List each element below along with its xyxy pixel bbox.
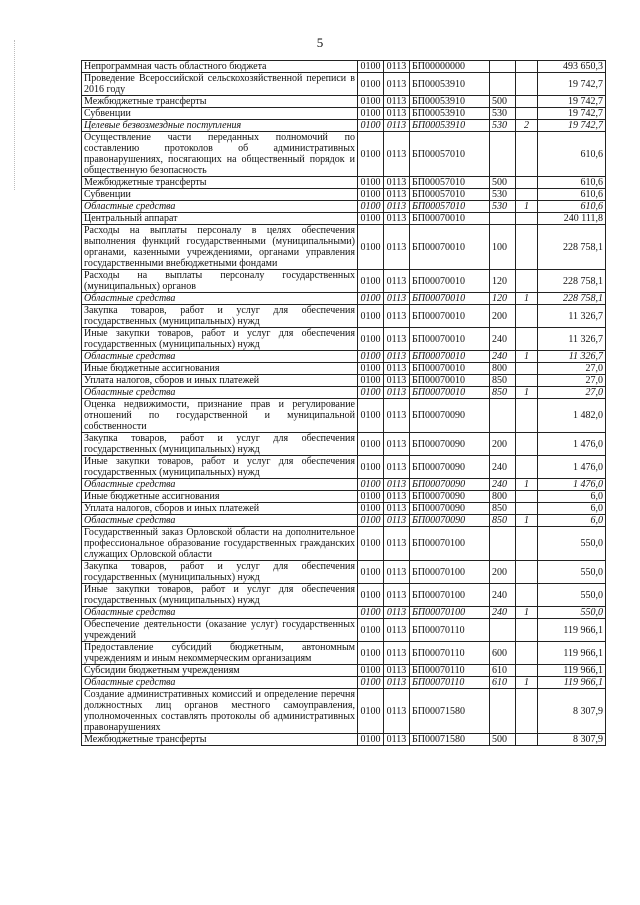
row-section-code: 0100: [358, 433, 384, 456]
row-funding-source: [516, 132, 538, 177]
row-funding-source: 1: [516, 677, 538, 689]
row-funding-source: 1: [516, 607, 538, 619]
row-expense-type-code: 500: [490, 177, 516, 189]
row-target-article-code: БП00070090: [410, 479, 490, 491]
row-funding-source: [516, 108, 538, 120]
row-target-article-code: БП00053910: [410, 73, 490, 96]
row-expense-type-code: [490, 61, 516, 73]
row-subsection-code: 0113: [384, 515, 410, 527]
row-amount: 240 111,8: [538, 213, 606, 225]
row-amount: 119 966,1: [538, 665, 606, 677]
row-section-code: 0100: [358, 642, 384, 665]
row-section-code: 0100: [358, 225, 384, 270]
row-funding-source: [516, 61, 538, 73]
row-funding-source: [516, 305, 538, 328]
row-funding-source: [516, 225, 538, 270]
row-amount: 228 758,1: [538, 270, 606, 293]
table-row: [82, 120, 606, 132]
table-row: [82, 479, 606, 491]
row-section-code: 0100: [358, 503, 384, 515]
row-section-code: 0100: [358, 201, 384, 213]
row-name: Обеспечение деятельности (оказание услуг) государственных учреждений: [82, 619, 358, 642]
table-row: [82, 96, 606, 108]
row-expense-type-code: 200: [490, 561, 516, 584]
row-funding-source: [516, 456, 538, 479]
row-target-article-code: БП00070010: [410, 305, 490, 328]
row-target-article-code: БП00070110: [410, 677, 490, 689]
row-target-article-code: БП00070100: [410, 584, 490, 607]
row-amount: 493 650,3: [538, 61, 606, 73]
row-name: Межбюджетные трансферты: [82, 96, 358, 108]
row-funding-source: [516, 375, 538, 387]
row-amount: 228 758,1: [538, 225, 606, 270]
row-section-code: 0100: [358, 351, 384, 363]
row-amount: 6,0: [538, 503, 606, 515]
row-funding-source: 1: [516, 201, 538, 213]
row-subsection-code: 0113: [384, 177, 410, 189]
row-amount: 550,0: [538, 561, 606, 584]
row-expense-type-code: 500: [490, 96, 516, 108]
row-section-code: 0100: [358, 189, 384, 201]
row-section-code: 0100: [358, 305, 384, 328]
row-subsection-code: 0113: [384, 689, 410, 734]
row-expense-type-code: [490, 689, 516, 734]
table-row: [82, 689, 606, 734]
row-subsection-code: 0113: [384, 561, 410, 584]
row-expense-type-code: 530: [490, 201, 516, 213]
row-subsection-code: 0113: [384, 61, 410, 73]
row-subsection-code: 0113: [384, 305, 410, 328]
row-expense-type-code: 200: [490, 305, 516, 328]
table-row: [82, 561, 606, 584]
row-expense-type-code: 850: [490, 503, 516, 515]
row-expense-type-code: 800: [490, 363, 516, 375]
row-name: Иные закупки товаров, работ и услуг для обеспечения государственных (муниципальных) нужд: [82, 584, 358, 607]
row-expense-type-code: 600: [490, 642, 516, 665]
row-amount: 1 482,0: [538, 399, 606, 433]
row-funding-source: [516, 584, 538, 607]
row-subsection-code: 0113: [384, 132, 410, 177]
row-name: Осуществление части переданных полномочий по составлению протоколов об административных правонарушениях, посягающих на общественный порядок и общественную безопасность: [82, 132, 358, 177]
row-subsection-code: 0113: [384, 491, 410, 503]
row-name: Расходы на выплаты персоналу в целях обеспечения выполнения функций государственными (муниципальными) органами, казенными учреждениями, органами управления государственными внебюджетными фондами: [82, 225, 358, 270]
row-amount: 6,0: [538, 491, 606, 503]
row-section-code: 0100: [358, 61, 384, 73]
row-expense-type-code: 240: [490, 351, 516, 363]
row-amount: 19 742,7: [538, 108, 606, 120]
row-name: Уплата налогов, сборов и иных платежей: [82, 503, 358, 515]
row-funding-source: [516, 503, 538, 515]
row-target-article-code: БП00071580: [410, 734, 490, 746]
row-expense-type-code: [490, 73, 516, 96]
row-name: Закупка товаров, работ и услуг для обеспечения государственных (муниципальных) нужд: [82, 561, 358, 584]
row-funding-source: 1: [516, 351, 538, 363]
row-subsection-code: 0113: [384, 96, 410, 108]
row-subsection-code: 0113: [384, 189, 410, 201]
table-row: [82, 677, 606, 689]
row-target-article-code: БП00070110: [410, 642, 490, 665]
row-expense-type-code: 530: [490, 108, 516, 120]
row-section-code: 0100: [358, 213, 384, 225]
table-row: [82, 305, 606, 328]
row-name: Областные средства: [82, 479, 358, 491]
row-expense-type-code: 530: [490, 120, 516, 132]
row-subsection-code: 0113: [384, 503, 410, 515]
row-section-code: 0100: [358, 96, 384, 108]
row-name: Субвенции: [82, 108, 358, 120]
table-row: [82, 177, 606, 189]
row-amount: 228 758,1: [538, 293, 606, 305]
row-amount: 11 326,7: [538, 351, 606, 363]
row-amount: 11 326,7: [538, 305, 606, 328]
row-funding-source: [516, 619, 538, 642]
row-expense-type-code: 800: [490, 491, 516, 503]
row-section-code: 0100: [358, 73, 384, 96]
row-target-article-code: БП00070100: [410, 527, 490, 561]
table-row: [82, 328, 606, 351]
row-funding-source: [516, 399, 538, 433]
row-funding-source: [516, 73, 538, 96]
table-row: [82, 213, 606, 225]
row-section-code: 0100: [358, 665, 384, 677]
row-funding-source: [516, 642, 538, 665]
row-name: Иные закупки товаров, работ и услуг для обеспечения государственных (муниципальных) нужд: [82, 328, 358, 351]
row-expense-type-code: 850: [490, 375, 516, 387]
table-row: [82, 642, 606, 665]
row-name: Областные средства: [82, 351, 358, 363]
table-row: [82, 132, 606, 177]
row-funding-source: [516, 561, 538, 584]
row-amount: 119 966,1: [538, 619, 606, 642]
row-name: Иные бюджетные ассигнования: [82, 491, 358, 503]
row-funding-source: [516, 527, 538, 561]
table-row: [82, 433, 606, 456]
table-row: [82, 491, 606, 503]
row-expense-type-code: [490, 213, 516, 225]
budget-table: [81, 60, 606, 746]
row-name: Областные средства: [82, 387, 358, 399]
row-section-code: 0100: [358, 177, 384, 189]
row-name: Проведение Всероссийской сельскохозяйственной переписи в 2016 году: [82, 73, 358, 96]
row-expense-type-code: 240: [490, 328, 516, 351]
row-target-article-code: БП00070010: [410, 351, 490, 363]
row-section-code: 0100: [358, 270, 384, 293]
row-amount: 11 326,7: [538, 328, 606, 351]
row-expense-type-code: [490, 132, 516, 177]
row-target-article-code: БП00070010: [410, 328, 490, 351]
row-amount: 119 966,1: [538, 642, 606, 665]
row-expense-type-code: 200: [490, 433, 516, 456]
row-target-article-code: БП00070010: [410, 375, 490, 387]
row-amount: 550,0: [538, 527, 606, 561]
row-section-code: 0100: [358, 689, 384, 734]
row-name: Областные средства: [82, 515, 358, 527]
row-section-code: 0100: [358, 132, 384, 177]
row-amount: 119 966,1: [538, 677, 606, 689]
row-section-code: 0100: [358, 561, 384, 584]
row-amount: 1 476,0: [538, 479, 606, 491]
row-subsection-code: 0113: [384, 73, 410, 96]
row-target-article-code: БП00070100: [410, 607, 490, 619]
table-row: [82, 456, 606, 479]
row-name: Областные средства: [82, 201, 358, 213]
row-name: Государственный заказ Орловской области на дополнительное профессиональное образование государственных гражданских служащих Орловской области: [82, 527, 358, 561]
row-target-article-code: БП00070010: [410, 225, 490, 270]
row-target-article-code: БП00070090: [410, 503, 490, 515]
row-section-code: 0100: [358, 619, 384, 642]
row-amount: 610,6: [538, 201, 606, 213]
row-expense-type-code: [490, 527, 516, 561]
row-expense-type-code: 610: [490, 677, 516, 689]
row-expense-type-code: [490, 619, 516, 642]
row-target-article-code: БП00070090: [410, 515, 490, 527]
row-target-article-code: БП00070090: [410, 399, 490, 433]
row-subsection-code: 0113: [384, 387, 410, 399]
row-section-code: 0100: [358, 491, 384, 503]
row-expense-type-code: 240: [490, 584, 516, 607]
row-funding-source: [516, 213, 538, 225]
table-row: [82, 584, 606, 607]
row-amount: 1 476,0: [538, 433, 606, 456]
row-subsection-code: 0113: [384, 619, 410, 642]
table-row: [82, 527, 606, 561]
row-amount: 19 742,7: [538, 120, 606, 132]
row-name: Расходы на выплаты персоналу государственных (муниципальных) органов: [82, 270, 358, 293]
row-subsection-code: 0113: [384, 527, 410, 561]
row-name: Закупка товаров, работ и услуг для обеспечения государственных (муниципальных) нужд: [82, 433, 358, 456]
row-subsection-code: 0113: [384, 734, 410, 746]
row-subsection-code: 0113: [384, 328, 410, 351]
row-subsection-code: 0113: [384, 642, 410, 665]
row-name: Субвенции: [82, 189, 358, 201]
row-funding-source: [516, 689, 538, 734]
row-section-code: 0100: [358, 677, 384, 689]
row-subsection-code: 0113: [384, 120, 410, 132]
row-section-code: 0100: [358, 328, 384, 351]
row-expense-type-code: 500: [490, 734, 516, 746]
page-number: 5: [316, 35, 324, 50]
row-section-code: 0100: [358, 387, 384, 399]
row-target-article-code: БП00070010: [410, 387, 490, 399]
row-amount: 27,0: [538, 363, 606, 375]
table-row: [82, 73, 606, 96]
table-row: [82, 189, 606, 201]
table-row: [82, 503, 606, 515]
row-target-article-code: БП00053910: [410, 96, 490, 108]
row-target-article-code: БП00070110: [410, 619, 490, 642]
row-subsection-code: 0113: [384, 399, 410, 433]
row-funding-source: [516, 491, 538, 503]
row-funding-source: [516, 665, 538, 677]
row-amount: 8 307,9: [538, 734, 606, 746]
row-expense-type-code: 240: [490, 456, 516, 479]
scan-margin-mark: [14, 40, 16, 190]
row-expense-type-code: 850: [490, 387, 516, 399]
row-funding-source: [516, 189, 538, 201]
table-row: [82, 293, 606, 305]
row-funding-source: [516, 270, 538, 293]
row-expense-type-code: 100: [490, 225, 516, 270]
row-target-article-code: БП00070010: [410, 270, 490, 293]
row-section-code: 0100: [358, 120, 384, 132]
row-target-article-code: БП00070010: [410, 213, 490, 225]
budget-table-body: [82, 61, 606, 746]
row-target-article-code: БП00057010: [410, 132, 490, 177]
row-name: Оценка недвижимости, признание прав и регулирование отношений по государственной и муниципальной собственности: [82, 399, 358, 433]
row-section-code: 0100: [358, 607, 384, 619]
row-amount: 27,0: [538, 375, 606, 387]
row-target-article-code: БП00070010: [410, 363, 490, 375]
row-target-article-code: БП00053910: [410, 120, 490, 132]
row-section-code: 0100: [358, 399, 384, 433]
row-amount: 550,0: [538, 584, 606, 607]
row-subsection-code: 0113: [384, 270, 410, 293]
row-funding-source: [516, 96, 538, 108]
row-expense-type-code: 240: [490, 607, 516, 619]
table-row: [82, 734, 606, 746]
row-funding-source: 2: [516, 120, 538, 132]
row-funding-source: 1: [516, 515, 538, 527]
row-name: Областные средства: [82, 293, 358, 305]
row-subsection-code: 0113: [384, 213, 410, 225]
row-funding-source: [516, 433, 538, 456]
table-row: [82, 665, 606, 677]
row-target-article-code: БП00057010: [410, 201, 490, 213]
row-amount: 1 476,0: [538, 456, 606, 479]
row-section-code: 0100: [358, 584, 384, 607]
row-target-article-code: БП00070010: [410, 293, 490, 305]
row-expense-type-code: 610: [490, 665, 516, 677]
row-expense-type-code: 120: [490, 293, 516, 305]
row-amount: 610,6: [538, 189, 606, 201]
row-subsection-code: 0113: [384, 665, 410, 677]
row-subsection-code: 0113: [384, 479, 410, 491]
row-funding-source: 1: [516, 479, 538, 491]
row-funding-source: 1: [516, 293, 538, 305]
row-amount: 19 742,7: [538, 96, 606, 108]
row-section-code: 0100: [358, 456, 384, 479]
row-target-article-code: БП00070090: [410, 433, 490, 456]
row-name: Областные средства: [82, 677, 358, 689]
row-section-code: 0100: [358, 515, 384, 527]
row-amount: 610,6: [538, 177, 606, 189]
table-row: [82, 225, 606, 270]
row-subsection-code: 0113: [384, 584, 410, 607]
row-amount: 8 307,9: [538, 689, 606, 734]
row-section-code: 0100: [358, 527, 384, 561]
row-expense-type-code: 120: [490, 270, 516, 293]
row-expense-type-code: 530: [490, 189, 516, 201]
row-name: Иные бюджетные ассигнования: [82, 363, 358, 375]
row-section-code: 0100: [358, 375, 384, 387]
row-target-article-code: БП00070090: [410, 456, 490, 479]
row-subsection-code: 0113: [384, 363, 410, 375]
row-section-code: 0100: [358, 293, 384, 305]
table-row: [82, 399, 606, 433]
row-funding-source: [516, 363, 538, 375]
row-name: Уплата налогов, сборов и иных платежей: [82, 375, 358, 387]
row-name: Закупка товаров, работ и услуг для обеспечения государственных (муниципальных) нужд: [82, 305, 358, 328]
row-target-article-code: БП00053910: [410, 108, 490, 120]
row-subsection-code: 0113: [384, 201, 410, 213]
table-row: [82, 108, 606, 120]
row-name: Центральный аппарат: [82, 213, 358, 225]
row-section-code: 0100: [358, 108, 384, 120]
row-funding-source: [516, 328, 538, 351]
row-funding-source: [516, 734, 538, 746]
row-name: Целевые безвозмездные поступления: [82, 120, 358, 132]
table-row: [82, 515, 606, 527]
row-subsection-code: 0113: [384, 607, 410, 619]
row-name: Межбюджетные трансферты: [82, 177, 358, 189]
row-subsection-code: 0113: [384, 108, 410, 120]
row-subsection-code: 0113: [384, 293, 410, 305]
row-target-article-code: БП00070110: [410, 665, 490, 677]
row-section-code: 0100: [358, 734, 384, 746]
table-row: [82, 351, 606, 363]
row-subsection-code: 0113: [384, 677, 410, 689]
row-name: Непрограммная часть областного бюджета: [82, 61, 358, 73]
row-target-article-code: БП00057010: [410, 177, 490, 189]
row-target-article-code: БП00071580: [410, 689, 490, 734]
row-target-article-code: БП00000000: [410, 61, 490, 73]
row-target-article-code: БП00070100: [410, 561, 490, 584]
table-row: [82, 375, 606, 387]
row-expense-type-code: [490, 399, 516, 433]
table-row: [82, 607, 606, 619]
row-name: Создание административных комиссий и определение перечня должностных лиц органов местного самоуправления, уполномоченных составлять протоколы об административных правонарушениях: [82, 689, 358, 734]
row-amount: 19 742,7: [538, 73, 606, 96]
row-amount: 27,0: [538, 387, 606, 399]
row-target-article-code: БП00057010: [410, 189, 490, 201]
row-section-code: 0100: [358, 363, 384, 375]
table-row: [82, 270, 606, 293]
row-amount: 6,0: [538, 515, 606, 527]
row-subsection-code: 0113: [384, 433, 410, 456]
row-funding-source: 1: [516, 387, 538, 399]
row-expense-type-code: 240: [490, 479, 516, 491]
table-row: [82, 363, 606, 375]
row-target-article-code: БП00070090: [410, 491, 490, 503]
row-name: Субсидии бюджетным учреждениям: [82, 665, 358, 677]
row-name: Предоставление субсидий бюджетным, автономным учреждениям и иным некоммерческим организациям: [82, 642, 358, 665]
table-row: [82, 387, 606, 399]
row-subsection-code: 0113: [384, 456, 410, 479]
row-subsection-code: 0113: [384, 375, 410, 387]
row-subsection-code: 0113: [384, 225, 410, 270]
row-amount: 550,0: [538, 607, 606, 619]
row-section-code: 0100: [358, 479, 384, 491]
row-funding-source: [516, 177, 538, 189]
row-expense-type-code: 850: [490, 515, 516, 527]
row-name: Межбюджетные трансферты: [82, 734, 358, 746]
table-row: [82, 201, 606, 213]
row-name: Иные закупки товаров, работ и услуг для обеспечения государственных (муниципальных) нужд: [82, 456, 358, 479]
row-amount: 610,6: [538, 132, 606, 177]
table-row: [82, 619, 606, 642]
table-row: [82, 61, 606, 73]
row-name: Областные средства: [82, 607, 358, 619]
row-subsection-code: 0113: [384, 351, 410, 363]
